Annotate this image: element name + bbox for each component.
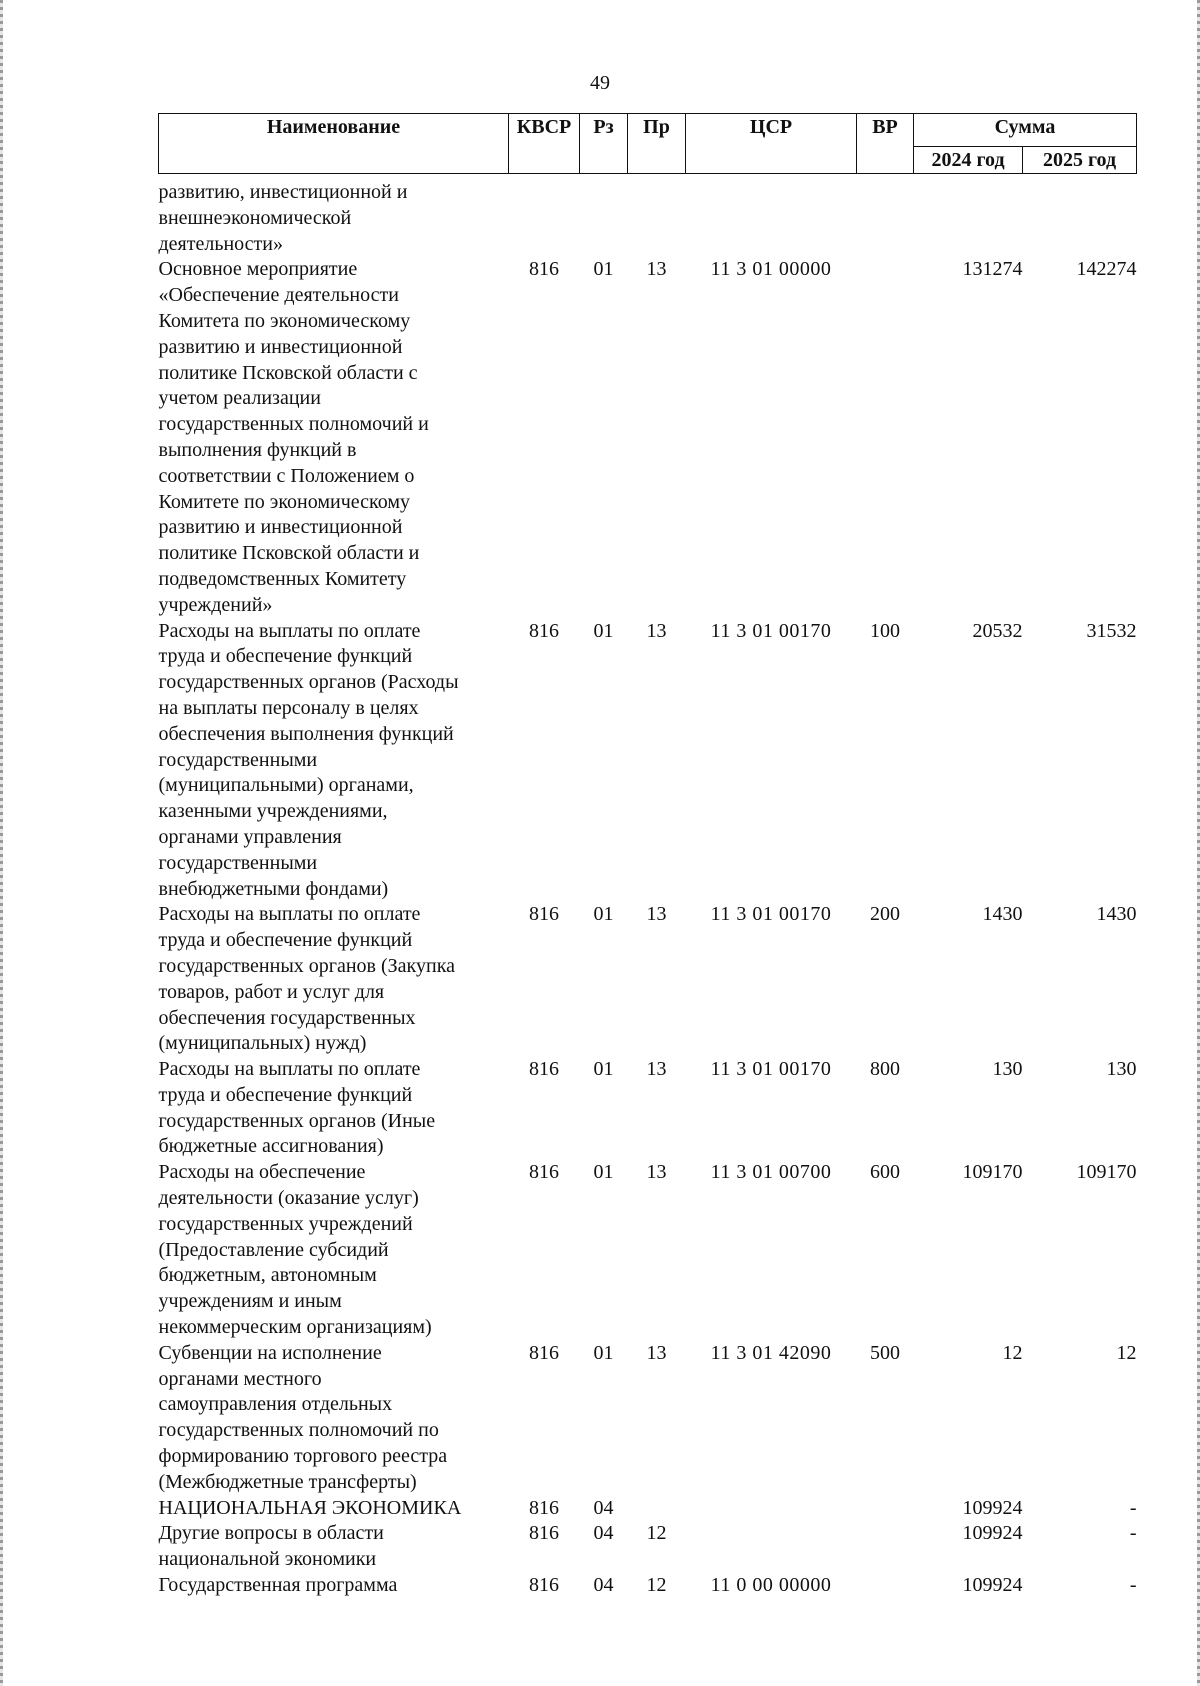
page-number: 49 xyxy=(590,72,610,94)
row-csr: 11 0 00 00000 xyxy=(710,1574,832,1597)
row-sum-2025: - xyxy=(1129,1496,1137,1519)
row-name: Государственная программа xyxy=(158,1574,398,1597)
row-kvsr: 816 xyxy=(529,1522,559,1545)
row-name: Субвенции на исполнение органами местного самоуправления отдельных государственных полномочий по формированию торгового реестра (Межбюджетные трансферты) xyxy=(158,1341,448,1493)
row-sum-2024: 109924 xyxy=(962,1574,1023,1597)
table-row xyxy=(159,1057,1137,1160)
row-sum-2025: 130 xyxy=(1106,1058,1137,1081)
table-row xyxy=(159,174,1137,258)
row-csr: 11 3 01 42090 xyxy=(710,1341,832,1364)
row-kvsr: 816 xyxy=(529,619,559,642)
row-name: Другие вопросы в области национальной экономики xyxy=(158,1522,384,1571)
row-name: НАЦИОНАЛЬНАЯ ЭКОНОМИКА xyxy=(158,1496,462,1519)
row-csr xyxy=(686,1521,857,1573)
row-csr xyxy=(686,174,857,258)
row-pr: 13 xyxy=(646,1341,667,1364)
row-vr: 600 xyxy=(870,1161,900,1184)
row-csr: 11 3 01 00170 xyxy=(710,903,832,926)
table-row xyxy=(159,257,1137,618)
row-name: Расходы на обеспечение деятельности (оказание услуг) государственных учреждений (Предоставление субсидий бюджетным, автономным учреждениям и иным некоммерческим организациям) xyxy=(158,1161,432,1339)
row-kvsr: 816 xyxy=(529,258,559,281)
table-row xyxy=(159,1573,1137,1599)
row-sum-2025: 31532 xyxy=(1086,619,1137,642)
header-year-2025: 2025 год xyxy=(1023,147,1137,174)
row-sum-2024: 12 xyxy=(1002,1341,1023,1364)
table-row xyxy=(159,1341,1137,1496)
table-row xyxy=(159,1160,1137,1341)
row-vr: 200 xyxy=(870,903,900,926)
row-sum-2025: 109170 xyxy=(1076,1161,1137,1184)
row-rz: 01 xyxy=(593,1058,614,1081)
row-sum-2024: 1430 xyxy=(982,903,1023,926)
row-vr: 800 xyxy=(870,1058,900,1081)
row-pr: 13 xyxy=(646,1161,667,1184)
budget-table xyxy=(158,113,1137,1599)
row-name: Основное мероприятие «Обеспечение деятельности Комитета по экономическому развитию и инвестиционной политике Псковской области с учетом реализации государственных полномочий и выполнения функций в соответствии с Положением о Комитете по экономическому развитию и инвестиционной политике Псковской области и подведомственных Комитету учреждений» xyxy=(158,258,429,616)
header-csr: ЦСР xyxy=(686,114,857,174)
row-sum-2025: 1430 xyxy=(1096,903,1137,926)
header-vr: ВР xyxy=(857,114,914,174)
row-pr: 13 xyxy=(646,1058,667,1081)
header-name: Наименование xyxy=(159,114,509,174)
table-row xyxy=(159,1496,1137,1522)
row-kvsr: 816 xyxy=(529,1161,559,1184)
table-row xyxy=(159,619,1137,903)
row-sum-2024: 20532 xyxy=(972,619,1023,642)
table-header xyxy=(159,114,1137,174)
header-sum: Сумма xyxy=(914,114,1137,147)
row-pr: 12 xyxy=(646,1574,667,1597)
row-sum-2024: 109924 xyxy=(962,1522,1023,1545)
row-kvsr: 816 xyxy=(529,1574,559,1597)
row-pr: 13 xyxy=(646,619,667,642)
row-sum-2024: 131274 xyxy=(962,258,1023,281)
row-csr: 11 3 01 00700 xyxy=(710,1161,832,1184)
header-kvsr: КВСР xyxy=(509,114,580,174)
table-row xyxy=(159,902,1137,1057)
row-sum-2024: 109924 xyxy=(962,1496,1023,1519)
row-vr xyxy=(857,174,914,258)
row-rz: 01 xyxy=(593,258,614,281)
row-pr: 13 xyxy=(646,258,667,281)
row-pr xyxy=(628,1496,686,1522)
table-row xyxy=(159,1521,1137,1573)
row-sum-2025: - xyxy=(1129,1522,1137,1545)
row-rz: 01 xyxy=(593,619,614,642)
row-vr: 100 xyxy=(870,619,900,642)
row-rz: 04 xyxy=(593,1574,614,1597)
row-sum-2024 xyxy=(914,174,1023,258)
row-name: развитию, инвестиционной и внешнеэкономической деятельности» xyxy=(158,181,408,255)
header-pr: Пр xyxy=(628,114,686,174)
scan-edge-left xyxy=(0,0,3,1686)
row-kvsr: 816 xyxy=(529,1341,559,1364)
table-body xyxy=(159,174,1137,1599)
row-kvsr: 816 xyxy=(529,1496,559,1519)
row-vr xyxy=(857,1521,914,1573)
row-vr xyxy=(857,1573,914,1599)
row-csr: 11 3 01 00000 xyxy=(710,258,832,281)
row-rz: 01 xyxy=(593,1341,614,1364)
row-csr xyxy=(686,1496,857,1522)
row-name: Расходы на выплаты по оплате труда и обеспечение функций государственных органов (Иные бюджетные ассигнования) xyxy=(158,1058,436,1158)
row-vr xyxy=(857,257,914,618)
row-sum-2024: 109170 xyxy=(962,1161,1023,1184)
row-name: Расходы на выплаты по оплате труда и обеспечение функций государственных органов (Расходы на выплаты персоналу в целях обеспечения выполнения функций государственными (муниципальными) органами, казенными учреждениями, органами управления государственными внебюджетными фондами) xyxy=(158,619,459,900)
row-rz: 01 xyxy=(593,903,614,926)
row-vr: 500 xyxy=(870,1341,900,1364)
row-kvsr xyxy=(509,174,580,258)
header-rz: Рз xyxy=(580,114,628,174)
row-kvsr: 816 xyxy=(529,1058,559,1081)
header-year-2024: 2024 год xyxy=(914,147,1023,174)
row-rz xyxy=(580,174,628,258)
row-rz: 04 xyxy=(593,1496,614,1519)
row-sum-2024: 130 xyxy=(992,1058,1023,1081)
row-csr: 11 3 01 00170 xyxy=(710,1058,832,1081)
row-sum-2025 xyxy=(1023,174,1137,258)
row-rz: 04 xyxy=(593,1522,614,1545)
row-sum-2025: 142274 xyxy=(1076,258,1137,281)
row-sum-2025: - xyxy=(1129,1574,1137,1597)
row-csr: 11 3 01 00170 xyxy=(710,619,832,642)
row-sum-2025: 12 xyxy=(1116,1341,1137,1364)
row-pr xyxy=(628,174,686,258)
row-kvsr: 816 xyxy=(529,903,559,926)
row-name: Расходы на выплаты по оплате труда и обеспечение функций государственных органов (Закупка товаров, работ и услуг для обеспечения государственных (муниципальных) нужд) xyxy=(158,903,455,1055)
row-pr: 13 xyxy=(646,903,667,926)
row-rz: 01 xyxy=(593,1161,614,1184)
row-pr: 12 xyxy=(646,1522,667,1545)
row-vr xyxy=(857,1496,914,1522)
